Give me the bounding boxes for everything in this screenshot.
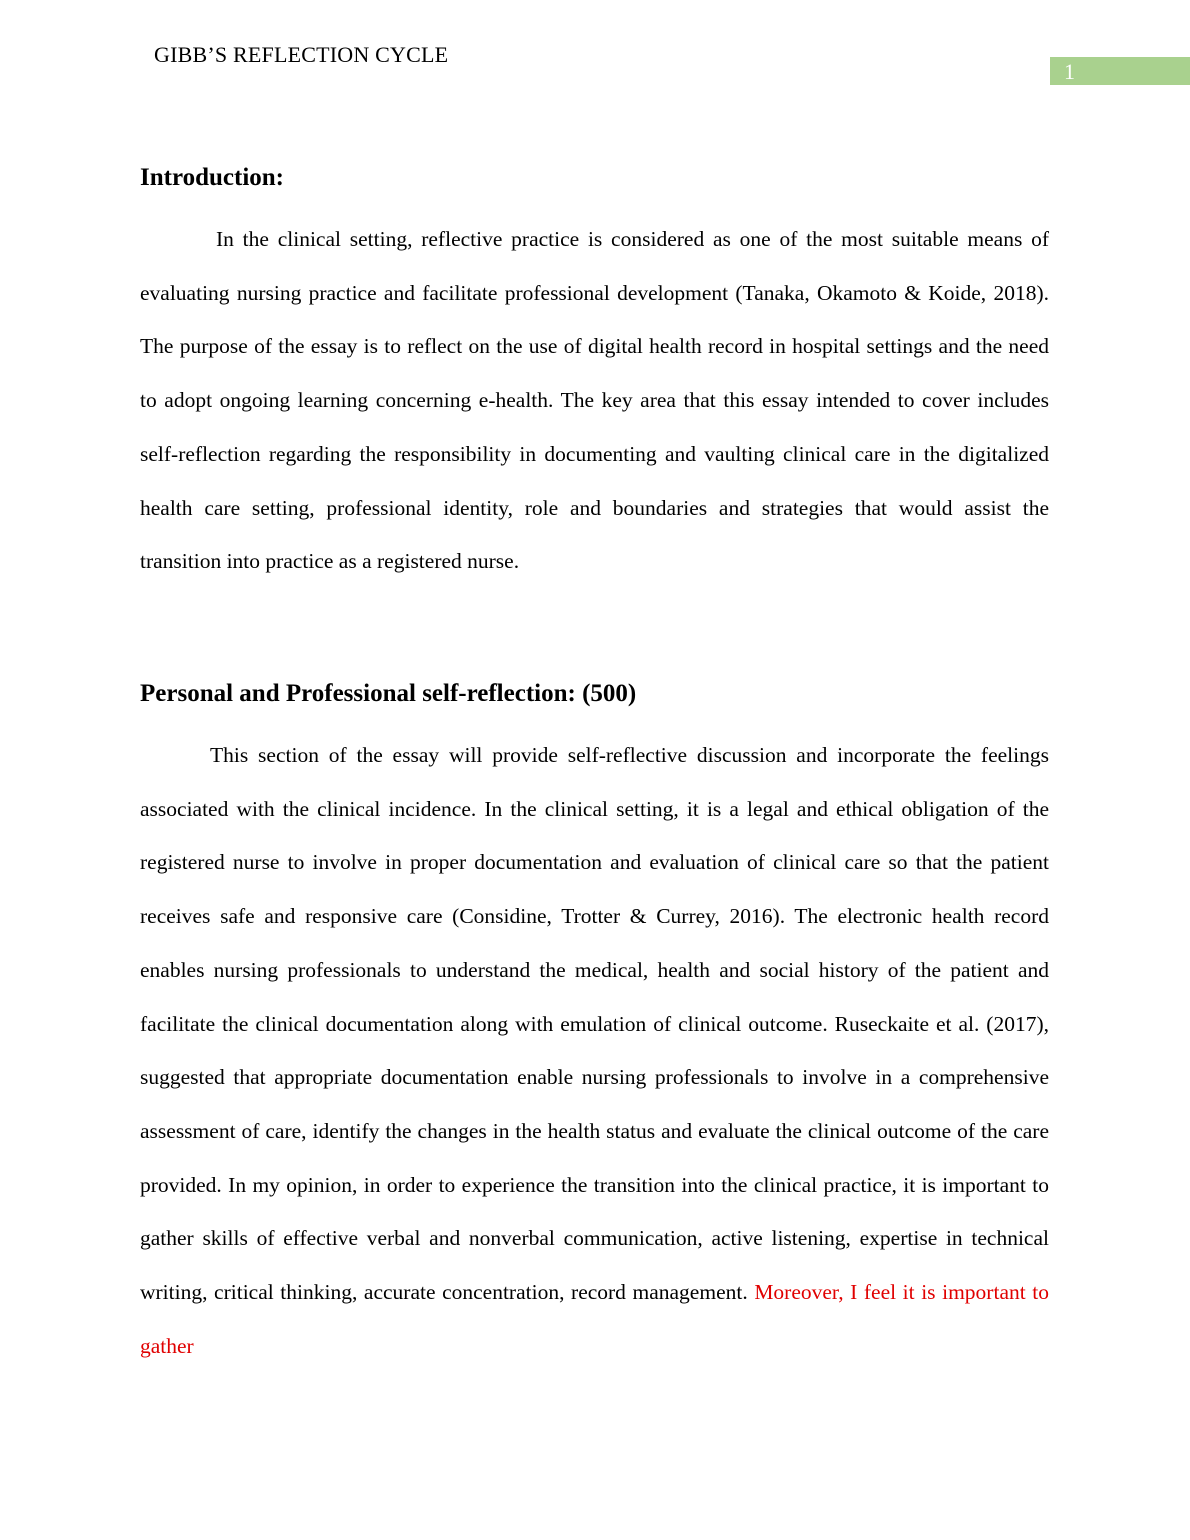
- introduction-paragraph-text: In the clinical setting, reflective practice is considered as one of the most suitable means of evaluating nursing practice and facilitate professional development (Tanaka, Okamoto & Koide, 2018). The purpose of the essay is to reflect on the use of digital health record in hospital settings and the need to adopt ongoing learning concerning e-health. The key area that this essay intended to cover includes self-reflection regarding the responsibility in documenting and vaulting clinical care in the digitalized health care setting, professional identity, role and boundaries and strategies that would assist the transition into practice as a registered nurse.: [140, 227, 1049, 574]
- page-number-badge: [1050, 57, 1190, 85]
- introduction-paragraph: [140, 213, 1049, 589]
- section-heading-personal-professional-reflection: Personal and Professional self-reflection: (500): [140, 680, 637, 707]
- section-heading-introduction: Introduction:: [140, 164, 285, 191]
- page-number: 1: [1064, 59, 1075, 84]
- personal-reflection-paragraph-text: This section of the essay will provide self-reflective discussion and incorporate the feelings associated with the clinical incidence. In the clinical setting, it is a legal and ethical obligation of the registered nurse to involve in proper documentation and evaluation of clinical care so that the patient receives safe and responsive care (Considine, Trotter & Currey, 2016). The electronic health record enables nursing professionals to understand the medical, health and social history of the patient and facilitate the clinical documentation along with emulation of clinical outcome. Ruseckaite et al. (2017), suggested that appropriate documentation enable nursing professionals to involve in a comprehensive assessment of care, identify the changes in the health status and evaluate the clinical outcome of the care provided. In my opinion, in order to experience the transition into the clinical practice, it is important to gather skills of effective verbal and nonverbal communication, active listening, expertise in technical writing, critical thinking, accurate concentration, record management.: [140, 743, 1049, 1305]
- running-header-title: GIBB’S REFLECTION CYCLE: [154, 42, 449, 67]
- highlighted-comment-text: Moreover, I feel it is important to gather: [140, 1280, 1050, 1358]
- personal-reflection-paragraph: [140, 729, 1049, 1373]
